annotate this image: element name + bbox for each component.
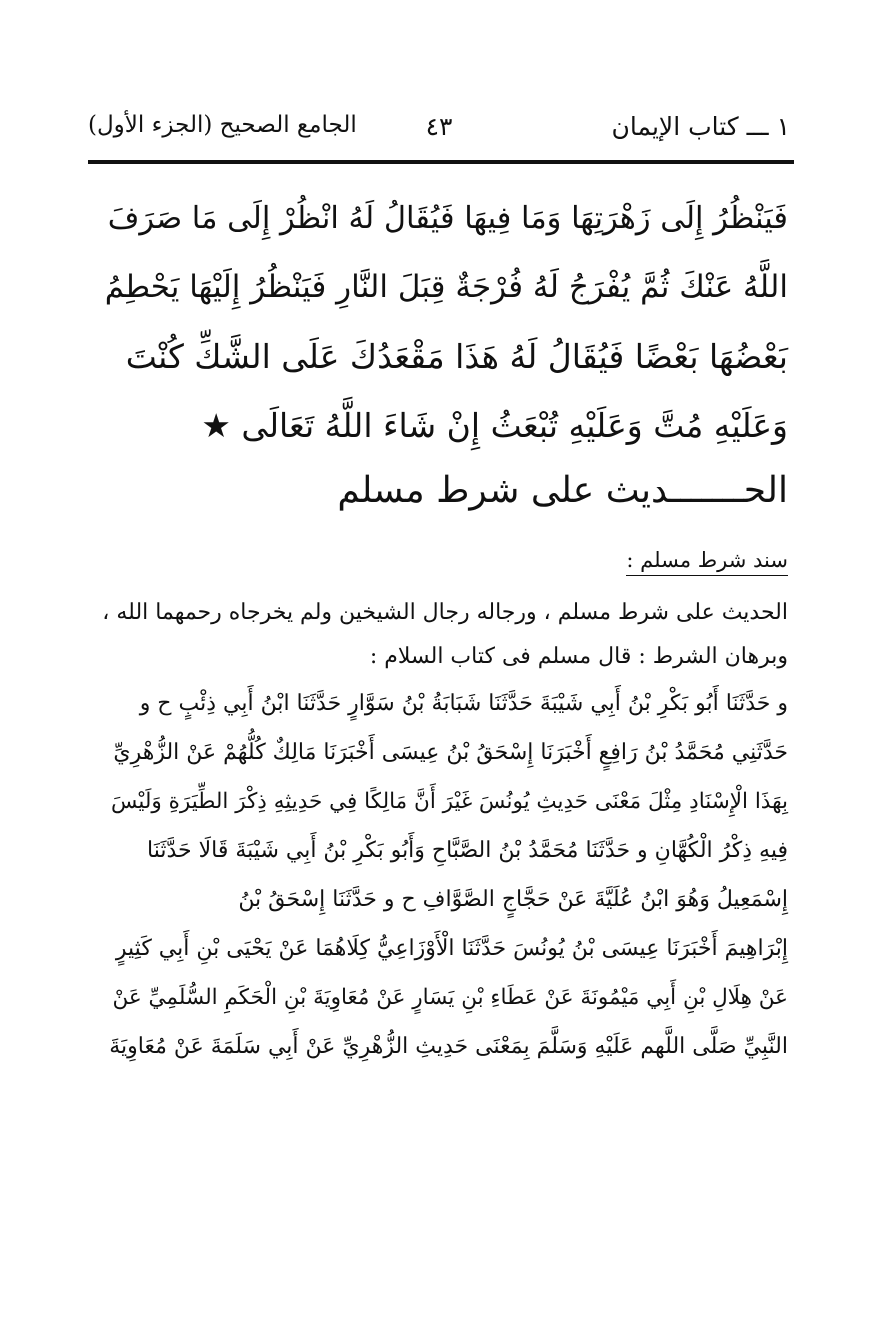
hadith-line: بَعْضُهَا بَعْضًا فَيُقَالُ لَهُ هَذَا مَقْعَدُكَ عَلَى الشَّكِّ كُنْتَ [125, 337, 788, 376]
isnad-line: و حَدَّثَنَا أَبُو بَكْرِ بْنُ أَبِي شَيْبَةَ حَدَّثَنَا شَبَابَةُ بْنُ سَوَّارٍ حَدَّثَنَا ابْنُ أَبِي ذِئْبٍ ح و [139, 691, 788, 716]
commentary-text [102, 591, 788, 1071]
isnad-line: إِبْرَاهِيمَ أَخْبَرَنَا عِيسَى بْنُ يُونُسَ حَدَّثَنَا الْأَوْزَاعِيُّ كِلَاهُمَا عَنْ يَحْيَى بْنِ أَبِي كَثِيرٍ [115, 936, 788, 961]
commentary-line: الحديث على شرط مسلم ، ورجاله رجال الشيخين ولم يخرجاه رحمهما الله ، [102, 600, 788, 625]
hadith-line: اللَّهُ عَنْكَ ثُمَّ يُفْرَجُ لَهُ فُرْجَةٌ قِبَلَ النَّارِ فَيَنْظُرُ إِلَيْهَا يَحْطِمُ [104, 269, 788, 305]
isnad-line: عَنْ هِلَالِ بْنِ أَبِي مَيْمُونَةَ عَنْ عَطَاءِ بْنِ يَسَارٍ عَنْ مُعَاوِيَةَ بْنِ الْحَكَمِ السُّلَمِيِّ عَنْ [112, 985, 788, 1010]
book-title: الجامع الصحيح (الجزء الأول) [88, 112, 357, 138]
page-number: ٤٣ [425, 112, 453, 141]
isnad-line: بِهَذَا الْإِسْنَادِ مِثْلَ مَعْنَى حَدِيثِ يُونُسَ غَيْرَ أَنَّ مَالِكًا فِي حَدِيثِهِ ذِكْرَ الطِّيَرَةِ وَلَيْسَ [110, 789, 788, 814]
running-header [88, 112, 790, 152]
commentary-line: وبرهان الشرط : قال مسلم فى كتاب السلام : [369, 644, 788, 669]
sanad-label: سند شرط مسلم : [626, 548, 788, 576]
isnad-line: النَّبِيِّ صَلَّى اللَّهم عَلَيْهِ وَسَلَّمَ بِمَعْنَى حَدِيثِ الزُّهْرِيِّ عَنْ أَبِي سَلَمَةَ عَنْ مُعَاوِيَةَ [109, 1034, 788, 1059]
isnad-line: حَدَّثَنِي مُحَمَّدُ بْنُ رَافِعٍ أَخْبَرَنَا إِسْحَقُ بْنُ عِيسَى أَخْبَرَنَا مَالِكٌ كُلُّهُمْ عَنْ الزُّهْرِيِّ [113, 740, 788, 765]
section-title: الحـــــــديث على شرط مسلم [337, 470, 788, 511]
isnad-line: فِيهِ ذِكْرُ الْكُهَّانِ و حَدَّثَنَا مُحَمَّدُ بْنُ الصَّبَّاحِ وَأَبُو بَكْرِ بْنُ أَبِي شَيْبَةَ قَالَا حَدَّثَنَا [147, 838, 788, 863]
header-rule [88, 160, 794, 164]
hadith-text [100, 184, 788, 460]
hadith-line: وَعَلَيْهِ مُتَّ وَعَلَيْهِ تُبْعَثُ إِنْ شَاءَ اللَّهُ تَعَالَى ★ [201, 406, 788, 445]
chapter-title: ١ ـــ كتاب الإيمان [611, 112, 790, 141]
hadith-line: فَيَنْظُرُ إِلَى زَهْرَتِهَا وَمَا فِيهَا فَيُقَالُ لَهُ انْظُرْ إِلَى مَا صَرَفَ [107, 201, 788, 236]
isnad-line: إِسْمَعِيلُ وَهُوَ ابْنُ عُلَيَّةَ عَنْ حَجَّاجٍ الصَّوَّافِ ح و حَدَّثَنَا إِسْحَقُ بْنُ [238, 887, 788, 912]
